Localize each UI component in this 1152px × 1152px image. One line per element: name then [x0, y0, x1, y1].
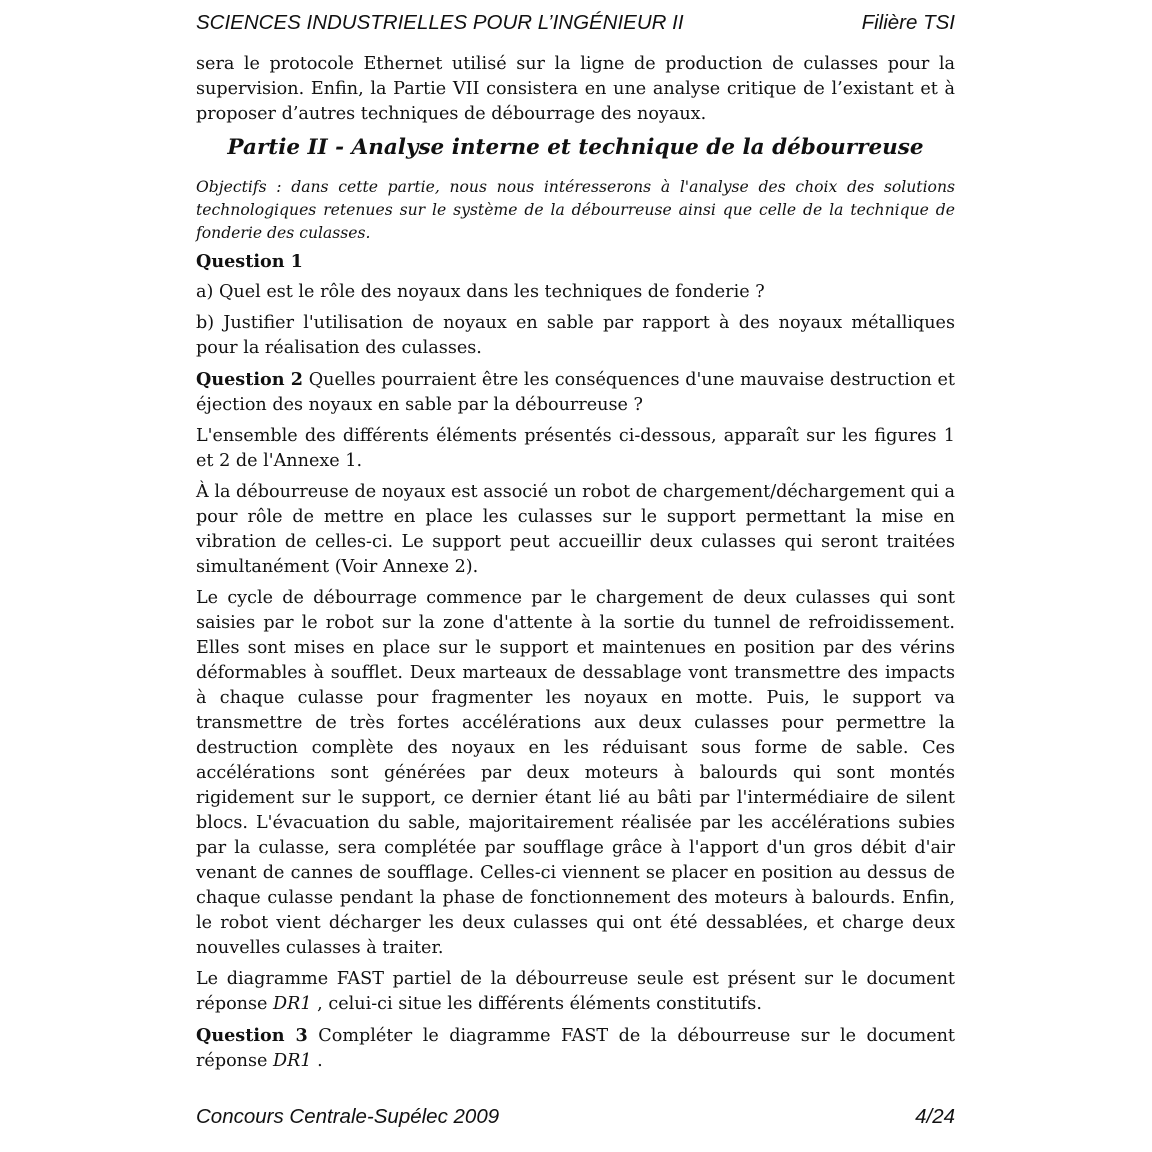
question-3-label: Question 3 — [196, 1025, 308, 1046]
question-1b: b) Justifier l'utilisation de noyaux en sable par rapport à des noyaux métalliques pour la réalisation des culasses. — [196, 313, 955, 358]
document-reference: DR1 — [273, 994, 312, 1014]
section-title: Partie II - Analyse interne et technique de la débourreuse — [227, 135, 924, 160]
running-footer — [196, 1105, 955, 1133]
question-2 — [196, 367, 955, 418]
question-2-text: Quelles pourraient être les conséquences d'une mauvaise destruction et éjection des noyaux en sable par la débourreuse ? — [196, 370, 955, 415]
header-subject: SCIENCES INDUSTRIELLES POUR L’INGÉNIEUR II — [196, 11, 684, 34]
header-track: Filière TSI — [861, 11, 955, 34]
intro-paragraph: sera le protocole Ethernet utilisé sur la ligne de production de culasses pour la supervision. Enfin, la Partie VII consistera en une analyse critique de l’existant et à proposer d’autres techniques de débourrage des noyaux. — [196, 54, 955, 124]
paragraph-robot: À la débourreuse de noyaux est associé un robot de chargement/déchargement qui a pour rôle de mettre en place les culasses sur le support permettant la mise en vibration de celles-ci. Le support peut accueillir deux culasses qui seront traitées simultanément (Voir Annexe 2). — [196, 482, 955, 577]
question-1-title: Question 1 — [196, 251, 303, 272]
question-3-reference: DR1 — [273, 1051, 312, 1071]
paragraph-cycle: Le cycle de débourrage commence par le chargement de deux culasses qui sont saisies par le robot sur la zone d'attente à la sortie du tunnel de refroidissement. Elles sont mises en place sur le support et maintenues en position par des vérins déformables à soufflet. Deux marteaux de dessablage vont transmettre des impacts à chaque culasse pour fragmenter les noyaux en motte. Puis, le support va transmettre de très fortes accélérations aux deux culasses pour permettre la destruction complète des noyaux en les réduisant sous forme de sable. Ces accélérations sont générées par deux moteurs à balourds qui sont montés rigidement sur le support, ce dernier étant lié au bâti par l'intermédiaire de silent blocs. L'évacuation du sable, majoritairement réalisée par les accélérations subies par la culasse, sera complétée par soufflage grâce à l'apport d'un gros débit d'air venant de cannes de soufflage. Celles-ci viennent se placer en position au dessus de chaque culasse pendant la phase de fonctionnement des moteurs à balourds. Enfin, le robot vient décharger les deux culasses qui ont été dessablées, et charge deux nouvelles culasses à traiter. — [196, 588, 955, 958]
footer-exam-name: Concours Centrale-Supélec 2009 — [196, 1105, 500, 1128]
question-2-label: Question 2 — [196, 369, 304, 390]
paragraph-elements: L'ensemble des différents éléments présentés ci-dessous, apparaît sur les figures 1 et 2 de l'Annexe 1. — [196, 426, 955, 471]
paragraph-fast — [196, 967, 955, 1017]
running-header — [196, 11, 955, 39]
footer-page-number: 4/24 — [915, 1105, 955, 1128]
question-3-text: Compléter le diagramme FAST de la débourreuse sur le document réponse — [196, 1026, 956, 1071]
question-3 — [196, 1023, 955, 1074]
question-3-tail: . — [311, 1051, 323, 1071]
question-1a: a) Quel est le rôle des noyaux dans les techniques de fonderie ? — [196, 282, 765, 302]
document-body — [196, 52, 955, 1080]
document-page — [196, 0, 955, 1152]
paragraph-fast-text: Le diagramme FAST partiel de la débourreuse seule est présent sur le document réponse — [196, 969, 955, 1014]
paragraph-fast-tail: , celui-ci situe les différents éléments constitutifs. — [311, 994, 762, 1014]
section-objectives: Objectifs : dans cette partie, nous nous intéresserons à l'analyse des choix des solutions technologiques retenues sur le système de la débourreuse ainsi que celle de la technique de fonderie des culasses. — [196, 178, 955, 242]
